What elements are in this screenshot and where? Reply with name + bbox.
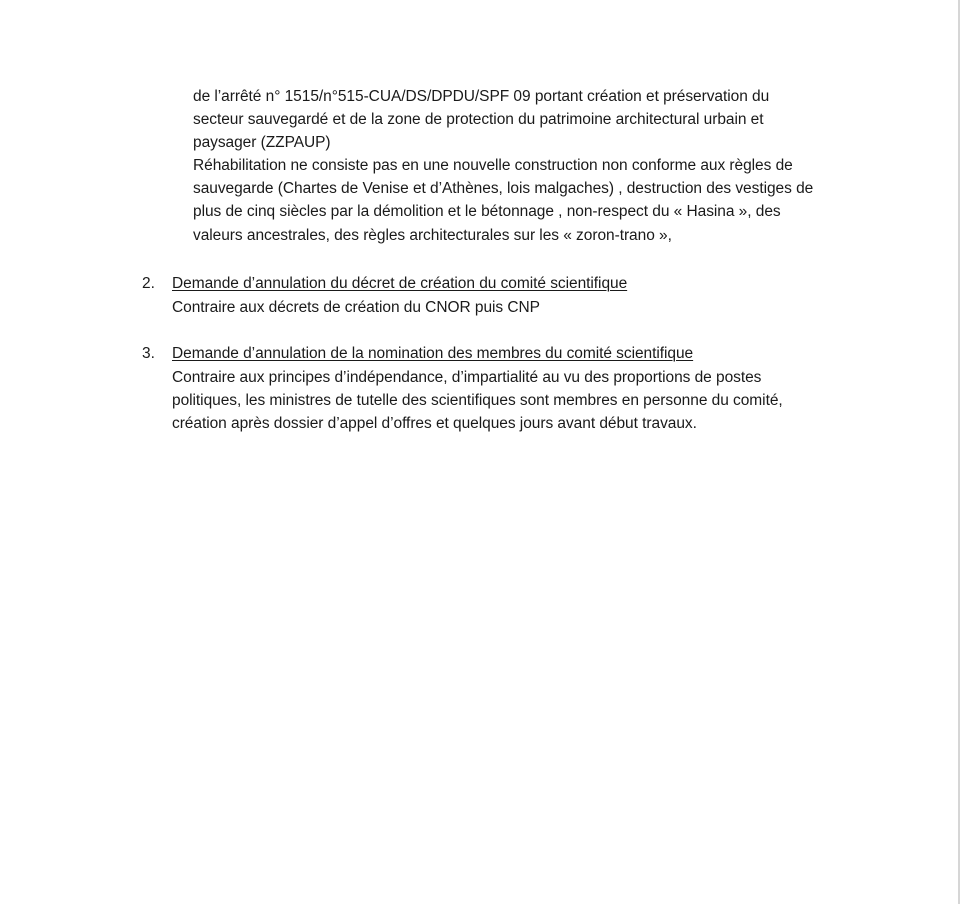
intro-line: Réhabilitation ne consiste pas en une nouvelle construction non conforme aux règles de — [193, 157, 793, 174]
intro-line: de l’arrêté n° 1515/n°515-CUA/DS/DPDU/SPF 09 portant création et préservation du — [193, 88, 770, 105]
list-item-title: Demande d’annulation du décret de création du comité scientifique — [172, 275, 628, 292]
intro-line: plus de cinq siècles par la démolition et le bétonnage , non-respect du « Hasina », des — [193, 203, 781, 220]
list-item-body-line: Contraire aux principes d’indépendance, d’impartialité au vu des proportions de postes — [172, 369, 762, 386]
list-item-number: 3. — [142, 345, 155, 362]
intro-line: paysager (ZZPAUP) — [193, 134, 331, 151]
list-item-body-line: création après dossier d’appel d’offres et quelques jours avant début travaux. — [172, 415, 697, 432]
intro-line: secteur sauvegardé et de la zone de protection du patrimoine architectural urbain et — [193, 111, 764, 128]
list-item-number: 2. — [142, 275, 155, 292]
list-item-body-line: politiques, les ministres de tutelle des scientifiques sont membres en personne du comité, — [172, 392, 783, 409]
intro-line: valeurs ancestrales, des règles architecturales sur les « zoron-trano », — [193, 227, 672, 244]
intro-line: sauvegarde (Chartes de Venise et d’Athènes, lois malgaches) , destruction des vestiges de — [193, 180, 814, 197]
list-item-body-line: Contraire aux décrets de création du CNOR puis CNP — [172, 299, 540, 316]
list-item-title: Demande d’annulation de la nomination des membres du comité scientifique — [172, 345, 694, 362]
